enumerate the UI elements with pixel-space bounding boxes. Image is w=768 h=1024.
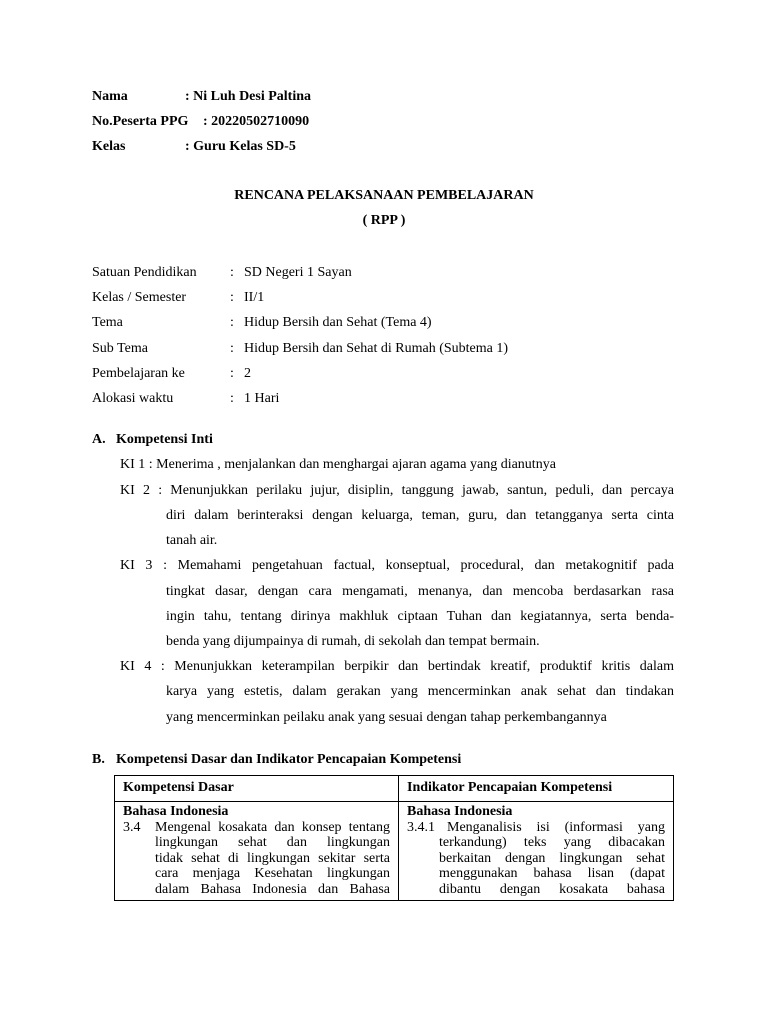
ki-3-line-3: ingin tahu, tentang dirinya makhluk ciptaan Tuhan dan kegiatannya, serta benda- [166, 609, 674, 624]
ipk-line-4: menggunakan bahasa lisan (dapat [439, 866, 665, 881]
section-b-letter: B. [92, 752, 105, 767]
identity-time-colon: : [230, 391, 234, 406]
header-class-label: Kelas [92, 139, 126, 154]
identity-theme-value: Hidup Bersih dan Sehat (Tema 4) [244, 315, 432, 330]
ipk-subject: Bahasa Indonesia [407, 804, 513, 819]
identity-class-colon: : [230, 290, 234, 305]
document-title: RENCANA PELAKSANAAN PEMBELAJARAN [234, 188, 534, 203]
competency-table [114, 775, 674, 901]
kd-line-3: tidak sehat di lingkungan sekitar serta [155, 850, 390, 866]
ki-4-line-2: karya yang estetis, dalam gerakan yang mencerminkan anak sehat dan tindakan [166, 684, 674, 699]
ipk-item-number: 3.4.1 [407, 819, 435, 835]
ipk-item [407, 820, 665, 898]
identity-theme-label: Tema [92, 315, 123, 330]
table-header-ipk: Indikator Pencapaian Kompetensi [399, 776, 674, 802]
ipk-line-1: Menganalisis isi (informasi yang [447, 819, 665, 835]
section-a-letter: A. [92, 432, 106, 447]
ki-3-line-4: benda yang dijumpainya di rumah, di sekolah dan tempat bermain. [166, 634, 540, 649]
identity-lesson-value: 2 [244, 366, 251, 381]
section-a-title: Kompetensi Inti [116, 432, 213, 447]
ipk-line-2: terkandung) teks yang dibacakan [439, 835, 665, 850]
identity-school-value: SD Negeri 1 Sayan [244, 265, 352, 280]
kd-line-5: dalam Bahasa Indonesia dan Bahasa [155, 881, 390, 897]
header-name-label: Nama [92, 89, 128, 104]
table-row [115, 802, 674, 901]
ki-4-line-1: KI 4 : Menunjukkan keterampilan berpikir dan bertindak kreatif, produktif kritis dalam [120, 659, 674, 674]
header-participant-label: No.Peserta PPG [92, 114, 189, 129]
identity-subtheme-label: Sub Tema [92, 341, 148, 356]
ki-1-line-1: KI 1 : Menerima , menjalankan dan menghargai ajaran agama yang dianutnya [120, 457, 556, 472]
kd-item-number: 3.4 [123, 819, 141, 835]
section-a-heading [92, 431, 213, 449]
identity-school-label: Satuan Pendidikan [92, 265, 197, 280]
ki-2-line-1: KI 2 : Menunjukkan perilaku jujur, disiplin, tanggung jawab, santun, peduli, dan percaya [120, 483, 674, 498]
ki-2-line-2: diri dalam berinteraksi dengan keluarga, teman, guru, dan tetangganya serta cinta [166, 508, 674, 523]
ki-4-line-3: yang mencerminkan peilaku anak yang sesuai dengan tahap perkembangannya [166, 710, 607, 725]
ipk-line-5: dibantu dengan kosakata bahasa [439, 881, 665, 897]
table-header-row [115, 776, 674, 802]
ki-2-line-3: tanah air. [166, 533, 218, 548]
kd-item [123, 820, 390, 898]
identity-lesson-label: Pembelajaran ke [92, 366, 185, 381]
identity-class-value: II/1 [244, 290, 265, 305]
identity-time-value: 1 Hari [244, 391, 280, 406]
kd-item-text [123, 820, 390, 898]
ipk-item-text [407, 820, 665, 898]
identity-school-colon: : [230, 265, 234, 280]
header-participant-value: : 20220502710090 [203, 114, 310, 129]
header-class-value: : Guru Kelas SD-5 [185, 139, 296, 154]
identity-subtheme-value: Hidup Bersih dan Sehat di Rumah (Subtema 1) [244, 341, 509, 356]
identity-lesson-colon: : [230, 366, 234, 381]
ki-3-line-2: tingkat dasar, dengan cara mengamati, menanya, dan mencoba berdasarkan rasa [166, 584, 674, 599]
kd-line-2: lingkungan sehat dan lingkungan [155, 835, 390, 850]
kd-subject: Bahasa Indonesia [123, 804, 229, 819]
identity-class-label: Kelas / Semester [92, 290, 187, 305]
section-b-title: Kompetensi Dasar dan Indikator Pencapaian Kompetensi [116, 752, 462, 767]
identity-time-label: Alokasi waktu [92, 391, 174, 406]
kd-line-4: cara menjaga Kesehatan lingkungan [155, 866, 390, 881]
table-cell-kd [115, 802, 399, 901]
header-name-value: : Ni Luh Desi Paltina [185, 89, 312, 104]
ipk-line-3: berkaitan dengan lingkungan sehat [439, 850, 665, 866]
table-header-kd: Kompetensi Dasar [115, 776, 399, 802]
table-cell-ipk [399, 802, 674, 901]
section-b-heading [92, 751, 461, 769]
document-subtitle: ( RPP ) [362, 213, 406, 228]
identity-theme-colon: : [230, 315, 234, 330]
kd-line-1: Mengenal kosakata dan konsep tentang [155, 819, 390, 835]
identity-subtheme-colon: : [230, 341, 234, 356]
ki-3-line-1: KI 3 : Memahami pengetahuan factual, konseptual, procedural, dan metakognitif pada [120, 558, 674, 573]
